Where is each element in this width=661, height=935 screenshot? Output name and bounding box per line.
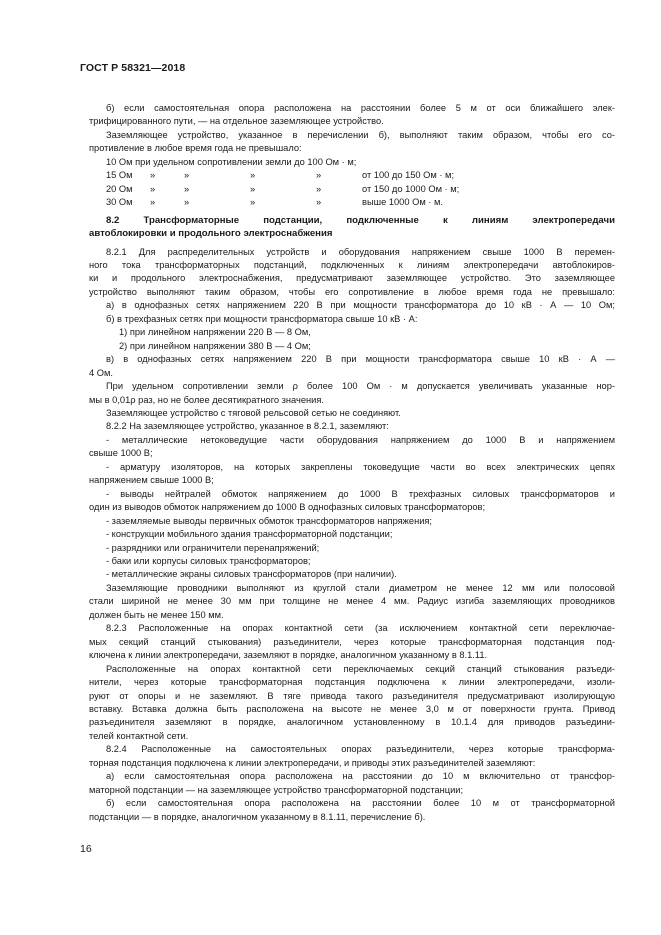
text-line: - конструкции мобильного здания трансформаторной подстанции; <box>106 529 393 540</box>
table-cell: » <box>316 183 322 194</box>
table-row <box>89 169 615 182</box>
section-title-line: автоблокировки и продольного электроснабжения <box>89 227 333 239</box>
text-line: напряжением свыше 1000 В; <box>89 475 214 486</box>
text-line: 8.2.3 Расположенные на опорах контактной сети (за исключением контактной сети переключае- <box>106 623 615 634</box>
text-line: - металлические нетоковедущие части оборудования напряжением до 1000 В и напряжением <box>106 434 615 445</box>
text-line: вставку. Вставка должна быть расположена на высоте не менее 3,0 м от поверхности грунта. Привод <box>89 703 615 714</box>
text-line: - заземляемые выводы первичных обмоток трансформаторов напряжения; <box>106 515 433 526</box>
text-line: Заземляющие проводники выполняют из круглой стали диаметром не менее 12 мм или полосовой <box>106 582 615 593</box>
text-line: 10 Ом при удельном сопротивлении земли до 100 Ом · м; <box>106 156 357 167</box>
table-cell: » <box>150 183 156 194</box>
text-line: 8.2.1 Для распределительных устройств и оборудования напряжением свыше 1000 В перемен- <box>106 246 615 257</box>
table-cell: от 100 до 150 Ом · м; <box>362 170 455 181</box>
text-line: стали шириной не менее 30 мм при толщине не менее 4 мм. Радиус изгиба заземляющих проводников <box>89 596 615 607</box>
text-line: - разрядники или ограничители перенапряжений; <box>106 542 320 553</box>
text-line: 8.2.4 Расположенные на самостоятельных опорах разъединители, через которые трансформа- <box>106 744 615 755</box>
page-number: 16 <box>80 843 92 855</box>
text-line: При удельном сопротивлении земли ρ более 100 Ом · м допускается увеличивать указанные нор- <box>106 381 615 392</box>
document-body <box>89 102 615 824</box>
table-cell: » <box>250 170 256 181</box>
text-line: телей контактной сети. <box>89 730 189 741</box>
text-line: ки и продольного электроснабжения, предусматривают заземляющее устройство. Это заземляющее <box>89 273 615 284</box>
text-line: б) в трехфазных сетях при мощности трансформатора свыше 10 кВ · А: <box>106 313 418 324</box>
text-line: устройство выполняют таким образом, чтобы его сопротивление в любое время года не превышало: <box>89 286 615 297</box>
table-cell: 15 Ом <box>106 170 133 181</box>
table-cell: 20 Ом <box>106 183 133 194</box>
text-line: противление в любое время года не превышало: <box>89 143 302 154</box>
text-line: - баки или корпусы силовых трансформаторов; <box>106 556 311 566</box>
text-line: - арматуру изоляторов, на которых закреплены токоведущие части во всех электрических цепях <box>106 461 615 472</box>
table-cell: » <box>250 197 256 208</box>
table-cell: » <box>184 197 190 208</box>
text-line: 2) при линейном напряжении 380 В — 4 Ом; <box>119 340 311 351</box>
table-row <box>89 183 615 196</box>
text-line: Расположенные на опорах контактной сети переключаемых секций станций стыкования разъеди- <box>106 663 615 674</box>
section-title <box>89 214 615 240</box>
text-line: трифицированного пути, — на отдельное заземляющее устройство. <box>89 116 384 127</box>
resistance-table <box>89 156 615 210</box>
document-header: ГОСТ Р 58321—2018 <box>80 62 186 74</box>
text-line: в) в однофазных сетях напряжением 220 В при мощности трансформатора свыше 10 кВ · А — <box>106 354 615 365</box>
table-cell: от 150 до 1000 Ом · м; <box>362 183 460 194</box>
text-line: - выводы нейтралей обмоток напряжением до 1000 В трехфазных силовых трансформаторов и <box>106 488 615 499</box>
text-line: разъединителя заземляют в порядке, аналогичном установленному в 10.1.4 для приводов разъедини- <box>89 717 615 728</box>
table-cell: » <box>316 170 322 181</box>
text-line: нители, через которые трансформаторная подстанция подключена к линии электропередачи, изоли- <box>89 677 615 688</box>
text-line: торная подстанция подключена к линии электропередачи, и приводы этих разъединителей заземляют: <box>89 757 536 768</box>
text-line: Заземляющее устройство, указанное в перечислении б), выполняют таким образом, чтобы его со- <box>106 129 615 140</box>
text-line: - металлические экраны силовых трансформаторов (при наличии). <box>106 569 397 580</box>
text-line: 4 Ом. <box>89 367 113 378</box>
table-cell: » <box>184 170 190 181</box>
table-cell: » <box>150 197 156 208</box>
text-line: Заземляющее устройство с тяговой рельсовой сетью не соединяют. <box>106 408 401 419</box>
text-line: подстанции — в порядке, аналогичном указанному в 8.1.11, перечисление б). <box>89 811 426 822</box>
text-line: а) если самостоятельная опора расположена на расстоянии до 10 м включительно от трансфор- <box>106 771 615 782</box>
text-line: а) в однофазных сетях напряжением 220 В при мощности трансформатора до 10 кВ · А — 10 Ом; <box>106 300 615 311</box>
table-cell: » <box>316 197 322 208</box>
table-cell: » <box>150 170 156 181</box>
text-line: б) если самостоятельная опора расположена на расстоянии более 10 м от трансформаторной <box>106 798 615 809</box>
text-line: маторной подстанции — на заземляющее устройство трансформаторной подстанции; <box>89 784 464 795</box>
text-line: мы в 0,01ρ раз, но не более десятикратного значения. <box>89 394 324 405</box>
text-line: 1) при линейном напряжении 220 В — 8 Ом, <box>119 327 311 338</box>
text-line: один из выводов обмоток напряжением до 1000 В однофазных силовых трансформаторов; <box>89 502 486 513</box>
table-cell: » <box>250 183 256 194</box>
text-line: 8.2.2 На заземляющее устройство, указанное в 8.2.1, заземляют: <box>106 421 389 432</box>
section-title-line: 8.2 Трансформаторные подстанции, подключенные к линиям электропередачи <box>106 214 615 226</box>
text-line: мых секций станций стыкования) разъединители, через которые трансформаторная подстанция под- <box>89 636 615 647</box>
table-row <box>89 196 615 209</box>
text-line: б) если самостоятельная опора расположена на расстоянии более 5 м от оси ближайшего элек- <box>106 103 615 113</box>
text-line: свыше 1000 В; <box>89 448 153 459</box>
text-line: ного тока трансформаторных подстанций, подключенных к линиям электропередачи автоблокиров- <box>89 260 615 271</box>
text-line: должен быть не менее 150 мм. <box>89 609 224 620</box>
text-line: ключена к линии электропередачи, заземляют в порядке, аналогичном указанному в 8.1.11. <box>89 650 488 661</box>
text-line: руют от опоры и не заземляют. В тяге привода такого разъединителя предусматривают изолирующую <box>89 690 615 701</box>
table-cell: » <box>184 183 190 194</box>
table-cell: выше 1000 Ом · м. <box>362 197 443 208</box>
table-cell: 30 Ом <box>106 197 133 208</box>
